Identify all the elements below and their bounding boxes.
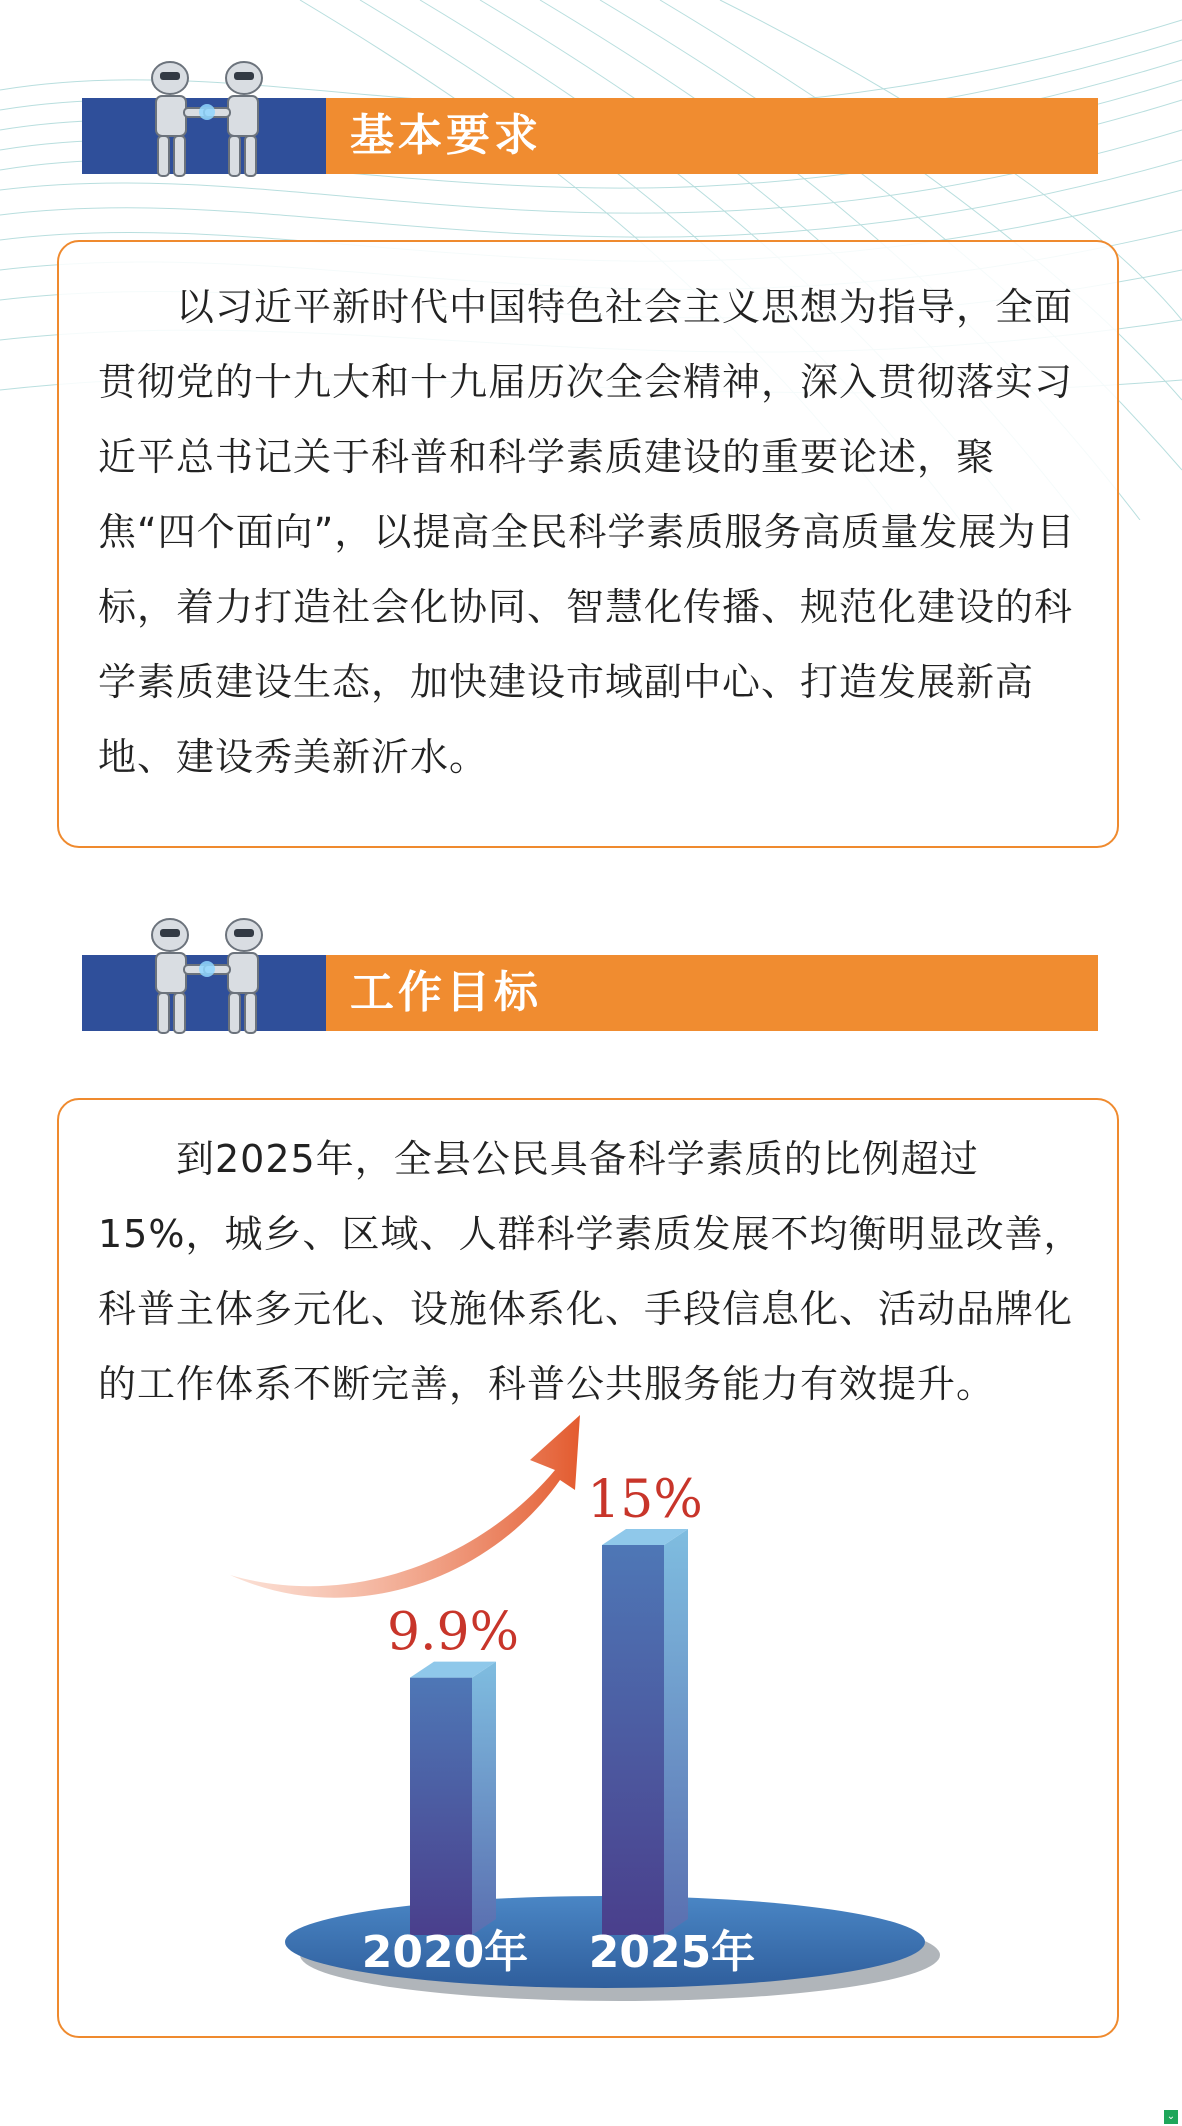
requirements-box xyxy=(57,240,1119,848)
bar-0-front xyxy=(410,1678,472,1935)
corner-mark-icon: ⌄ xyxy=(1164,2110,1178,2124)
section-title: 工作目标 xyxy=(350,967,542,1018)
robots-handshake-icon xyxy=(132,50,282,200)
bar-1-side xyxy=(664,1529,688,1935)
bar-0-side xyxy=(472,1662,496,1935)
category-label-1: 2025年 xyxy=(588,1927,756,1978)
section-title: 基本要求 xyxy=(350,110,542,161)
bar-1-front xyxy=(602,1545,664,1935)
section-banner-requirements xyxy=(82,98,1098,174)
data-label-1: 15% xyxy=(587,1470,703,1530)
robots-handshake-icon xyxy=(132,907,282,1057)
section-banner-goals xyxy=(82,955,1098,1031)
growth-arrow-icon xyxy=(230,1415,580,1598)
category-label-0: 2020年 xyxy=(361,1927,529,1978)
requirements-paragraph: 以习近平新时代中国特色社会主义思想为指导，全面贯彻党的十九大和十九届历次全会精神，深入贯彻落实习近平总书记关于科普和科学素质建设的重要论述，聚焦“四个面向”，以提高全民科学素质服务高质量发展为目标，着力打造社会化协同、智慧化传播、规范化建设的科学素质建设生态，加快建设市域副中心、打造发展新高地、建设秀美新沂水。 xyxy=(98,285,1076,779)
growth-bar-chart xyxy=(150,1380,1050,2020)
goals-paragraph: 到2025年，全县公民具备科学素质的比例超过15%，城乡、区域、人群科学素质发展不均衡明显改善，科普主体多元化、设施体系化、手段信息化、活动品牌化的工作体系不断完善，科普公共服务能力有效提升。 xyxy=(98,1137,1083,1406)
data-label-0: 9.9% xyxy=(386,1602,520,1663)
